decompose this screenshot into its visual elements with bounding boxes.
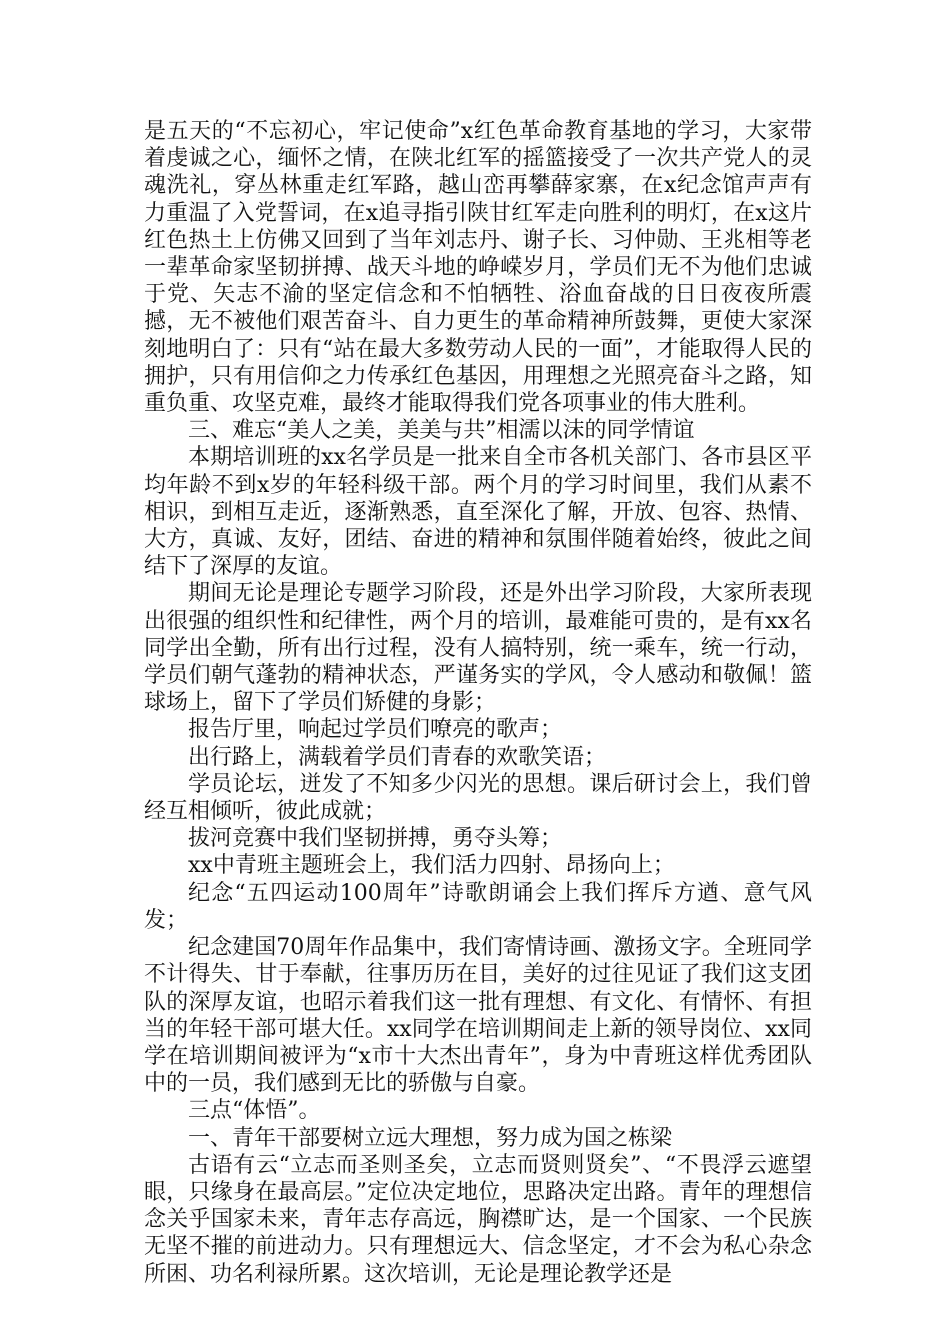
paragraph-tug-of-war: 拔河竞赛中我们坚韧拼搏，勇夺头筹；: [188, 826, 563, 852]
paragraph-travel-road: 出行路上，满载着学员们青春的欢歌笑语；: [188, 744, 607, 770]
paragraph-discipline: 期间无论是理论专题学习阶段，还是外出学习阶段，大家所表现出很强的组织性和纪律性，两个月的培训，最难能可贵的，是有xx名同学出全勤，所有出行过程，没有人搞特别，统一乘车，统一行动，学员们朝气蓬勃的精神状态，严谨务实的学风，令人感动和敬佩！篮球场上，留下了学员们矫健的身影；: [144, 581, 812, 716]
paragraph-report-hall: 报告厅里，响起过学员们嘹亮的歌声；: [188, 717, 563, 743]
paragraph-anniversary-collection: 纪念建国70周年作品集中，我们寄情诗画、激扬文字。全班同学不计得失、甘于奉献，往事历历在目，美好的过往见证了我们这支团队的深厚友谊，也昭示着我们这一批有理想、有文化、有情怀、有担当的年轻干部可堪大任。xx同学在培训期间走上新的领导岗位、xx同学在培训期间被评为“x市十大杰出青年”，身为中青班这样优秀团队中的一员，我们感到无比的骄傲与自豪。: [144, 935, 812, 1097]
paragraph-revolutionary-education: 是五天的“不忘初心，牢记使命”x红色革命教育基地的学习，大家带着虔诚之心，缅怀之情，在陕北红军的摇篮接受了一次共产党人的灵魂洗礼，穿丛林重走红军路，越山峦再攀薛家寨，在x纪念馆声声有力重温了入党誓词，在x追寻指引陕甘红军走向胜利的明灯，在x这片红色热土上仿佛又回到了当年刘志丹、谢子长、习仲勋、王兆相等老一辈革命家坚韧拼搏、战天斗地的峥嵘岁月，学员们无不为他们忠诚于党、矢志不渝的坚定信念和不怕牺牲、浴血奋战的日日夜夜所震撼，无不被他们艰苦奋斗、自力更生的革命精神所鼓舞，更使大家深刻地明白了：只有“站在最大多数劳动人民的一面”，才能取得人民的拥护，只有用信仰之力传承红色基因，用理想之光照亮奋斗之路，知重负重、攻坚克难，最终才能取得我们党各项事业的伟大胜利。: [144, 119, 812, 417]
document-page: [144, 118, 812, 1288]
paragraph-trainees-intro: 本期培训班的xx名学员是一批来自全市各机关部门、各市县区平均年龄不到x岁的年轻科级干部。两个月的学习时间里，我们从素不相识，到相互走近，逐渐熟悉，直至深化了解，开放、包容、热情、大方，真诚、友好，团结、奋进的精神和氛围伴随着始终，彼此之间结下了深厚的友谊。: [144, 445, 812, 580]
paragraph-class-meeting: xx中青班主题班会上，我们活力四射、昂扬向上；: [188, 853, 675, 879]
subheading-lofty-ideals: 一、青年干部要树立远大理想，努力成为国之栋梁: [188, 1125, 673, 1151]
section-heading-classmate-friendship: 三、难忘“美人之美，美美与共”相濡以沫的同学情谊: [188, 418, 695, 444]
paragraph-ancient-saying: 古语有云“立志而圣则圣矣，立志而贤则贤矣”、“不畏浮云遮望眼，只缘身在最高层。”定位决定地位，思路决定出路。青年的理想信念关乎国家未来，青年志存高远，胸襟旷达，是一个国家、一个民族无坚不摧的前进动力。只有理想远大、信念坚定，才不会为私心杂念所困、功名利禄所累。这次培训，无论是理论教学还是: [144, 1152, 812, 1287]
paragraph-student-forum: 学员论坛，迸发了不知多少闪光的思想。课后研讨会上，我们曾经互相倾听，彼此成就；: [144, 771, 812, 825]
paragraph-poetry-recital: 纪念“五四运动100周年”诗歌朗诵会上我们挥斥方遒、意气风发；: [144, 880, 812, 933]
section-heading-three-insights: 三点“体悟”。: [188, 1098, 321, 1124]
